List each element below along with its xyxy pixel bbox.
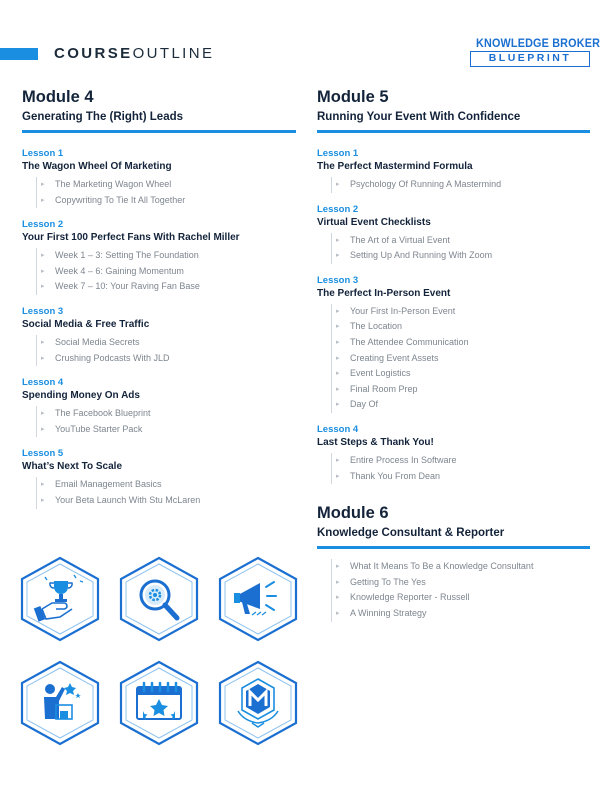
lesson-title: Last Steps & Thank You!: [317, 436, 434, 448]
topic-item: ▸ Getting To The Yes: [350, 575, 590, 591]
lesson: [22, 306, 296, 366]
header-accent-bar: [0, 48, 38, 60]
topic-item: ▸ YouTube Starter Pack: [55, 422, 296, 438]
module-divider: [22, 130, 296, 133]
topic-list: [331, 453, 590, 484]
lesson-title: What’s Next To Scale: [22, 461, 123, 473]
topic-item: ▸ Week 1 – 3: Setting The Foundation: [55, 248, 296, 264]
topic-item: ▸ Creating Event Assets: [350, 351, 590, 367]
topic-item: ▸ Thank You From Dean: [350, 469, 590, 485]
lesson-title: The Perfect In-Person Event: [317, 287, 451, 299]
logo-bottom-text: BLUEPRINT: [470, 51, 590, 67]
lesson: [22, 219, 296, 295]
topic-item: ▸ Knowledge Reporter - Russell: [350, 590, 590, 606]
lesson-title: Your First 100 Perfect Fans With Rachel Miller: [22, 232, 240, 244]
presenter-icon: [18, 659, 102, 747]
lesson-label: Lesson 4: [22, 377, 64, 389]
module-subtitle: Knowledge Consultant & Reporter: [317, 527, 505, 540]
icon-grid: [18, 555, 300, 750]
topic-list: [331, 304, 590, 413]
lesson: [317, 275, 590, 413]
module-title: Module 4: [22, 88, 94, 106]
topic-item: ▸ Your First In-Person Event: [350, 304, 590, 320]
topic-item: ▸ Crushing Podcasts With JLD: [55, 351, 296, 367]
topic-item: ▸ A Winning Strategy: [350, 606, 590, 622]
topic-list: [36, 406, 296, 437]
module-subtitle: Generating The (Right) Leads: [22, 111, 184, 123]
topic-item: ▸ Email Management Basics: [55, 477, 296, 493]
topic-item: ▸ Final Room Prep: [350, 382, 590, 398]
module-6: [317, 504, 590, 621]
topic-item: ▸ Setting Up And Running With Zoom: [350, 248, 590, 264]
topic-item: ▸ What It Means To Be a Knowledge Consultant: [350, 559, 590, 575]
calendar-stars-icon: [117, 659, 201, 747]
topic-item: ▸ Week 7 – 10: Your Raving Fan Base: [55, 279, 296, 295]
page-title-rest: OUTLINE: [132, 45, 215, 62]
lesson: [317, 424, 590, 484]
topic-item: ▸ Event Logistics: [350, 366, 590, 382]
lesson-title: Spending Money On Ads: [22, 390, 140, 402]
brand-logo: [470, 36, 601, 67]
topic-list: [331, 233, 590, 264]
topic-list: [331, 177, 590, 193]
lesson: [317, 148, 590, 193]
topic-item: ▸ Psychology Of Running A Mastermind: [350, 177, 590, 193]
lesson-label: Lesson 1: [22, 148, 64, 159]
topic-item: ▸ Entire Process In Software: [350, 453, 590, 469]
lesson: [22, 448, 296, 508]
topic-item: ▸ Day Of: [350, 397, 590, 413]
trophy-hand-icon: [18, 555, 102, 643]
page-title: [54, 45, 214, 62]
topic-item: ▸ The Art of a Virtual Event: [350, 233, 590, 249]
topic-list: [331, 559, 590, 621]
lesson-title: Social Media & Free Traffic: [22, 318, 150, 330]
topic-item: ▸ The Attendee Communication: [350, 335, 590, 351]
lesson-label: Lesson 1: [317, 148, 359, 159]
topic-item: ▸ Social Media Secrets: [55, 335, 296, 351]
lesson-title: The Perfect Mastermind Formula: [317, 161, 473, 172]
module-title: Module 6: [317, 504, 389, 523]
megaphone-icon: [216, 555, 300, 643]
module-title: Module 5: [317, 88, 389, 106]
lesson-title: Virtual Event Checklists: [317, 216, 431, 228]
lesson: [317, 204, 590, 264]
module-4: [22, 88, 296, 520]
topic-item: ▸ The Location: [350, 319, 590, 335]
module-5: [317, 88, 590, 622]
module-divider: [317, 130, 590, 133]
medal-badge-icon: [216, 659, 300, 747]
lesson-label: Lesson 3: [317, 274, 359, 286]
search-gear-icon: [117, 555, 201, 643]
lesson: [22, 148, 296, 208]
lesson-label: Lesson 2: [317, 203, 359, 215]
topic-list: [36, 177, 296, 208]
topic-item: ▸ The Facebook Blueprint: [55, 406, 296, 422]
logo-top-text: KNOWLEDGE BROKER: [476, 36, 601, 50]
page-title-bold: COURSE: [54, 45, 133, 62]
topic-item: ▸ Copywriting To Tie It All Together: [55, 193, 296, 209]
module-divider: [317, 546, 590, 549]
topic-list: [36, 248, 296, 295]
lesson: [22, 377, 296, 437]
topic-item: ▸ Week 4 – 6: Gaining Momentum: [55, 264, 296, 280]
topic-item: ▸ Your Beta Launch With Stu McLaren: [55, 493, 296, 509]
lesson-title: The Wagon Wheel Of Marketing: [22, 161, 172, 172]
module-subtitle: Running Your Event With Confidence: [317, 111, 521, 123]
lesson-label: Lesson 5: [22, 448, 64, 460]
lesson-label: Lesson 4: [317, 423, 359, 435]
topic-list: [36, 477, 296, 508]
lesson-label: Lesson 3: [22, 305, 64, 317]
topic-list: [36, 335, 296, 366]
lesson-label: Lesson 2: [22, 219, 64, 231]
topic-item: ▸ The Marketing Wagon Wheel: [55, 177, 296, 193]
